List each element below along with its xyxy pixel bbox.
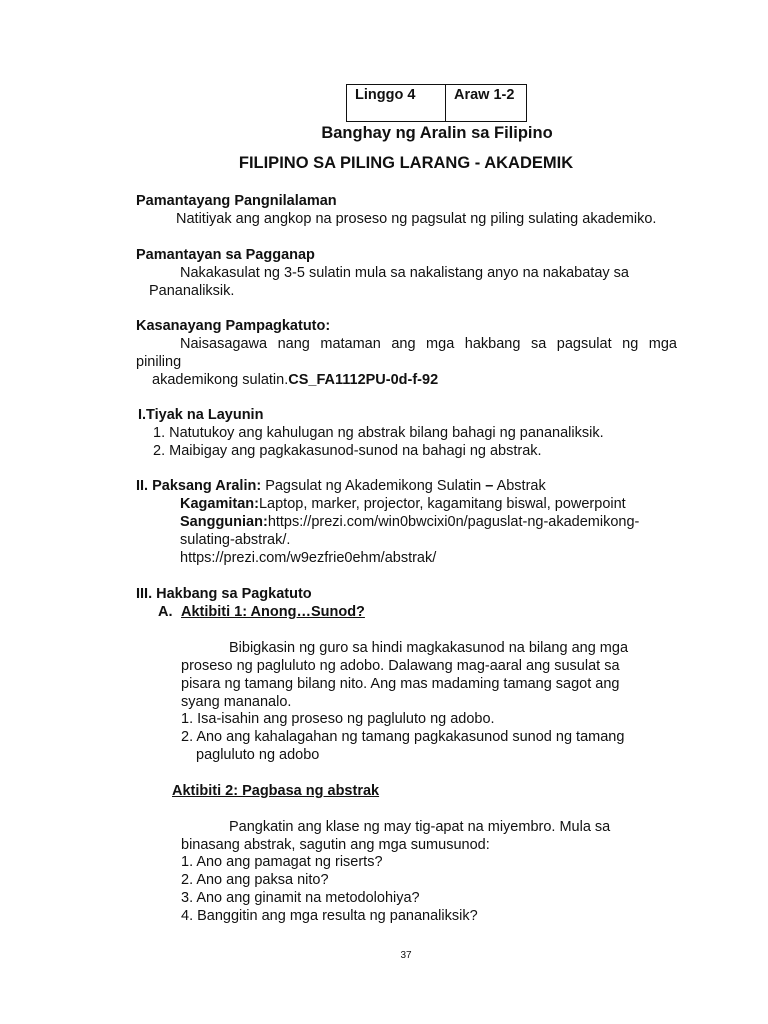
subject-matter-topic: Pagsulat ng Akademikong Sulatin bbox=[261, 478, 486, 494]
activity1-title: Aktibiti 1: Anong…Sunod? bbox=[181, 604, 365, 620]
main-title: Banghay ng Aralin sa Filipino bbox=[321, 124, 553, 142]
competency-line2: piniling bbox=[136, 354, 182, 370]
reference-url-1: https://prezi.com/win0bwcixi0n/paguslat-ng-akademikong- bbox=[267, 514, 640, 530]
activity1-line-3: pisara ng tamang bilang nito. Ang mas madaming tamang sagot ang bbox=[181, 676, 620, 692]
performance-standard-line1: Nakakasulat ng 3-5 sulatin mula sa nakalistang anyo na nakabatay sa bbox=[180, 265, 629, 281]
topic-dash: – bbox=[485, 478, 494, 494]
materials-text: Laptop, marker, projector, kagamitang biswal, powerpoint bbox=[258, 496, 626, 512]
page-number: 37 bbox=[400, 950, 412, 961]
activity2-title: Aktibiti 2: Pagbasa ng abstrak bbox=[172, 783, 380, 799]
activity1-line-2: proseso ng pagluluto ng adobo. Dalawang mag-aaral ang susulat sa bbox=[181, 658, 620, 674]
activity1-item-1: 1. Isa-isahin ang proseso ng pagluluto ng adobo. bbox=[181, 711, 495, 727]
competency-line1: Naisasagawa nang mataman ang mga hakbang sa pagsulat ng mga bbox=[180, 336, 677, 352]
week-cell: Linggo 4 bbox=[347, 85, 446, 122]
activity1-line-1: Bibigkasin ng guro sa hindi magkakasunod na bilang ang mga bbox=[229, 640, 629, 656]
activity1-item-2-cont: pagluluto ng adobo bbox=[196, 747, 320, 763]
competency-line3 bbox=[152, 372, 438, 388]
competency-heading: Kasanayang Pampagkatuto: bbox=[136, 318, 331, 334]
content-standard-text: Natitiyak ang angkop na proseso ng pagsulat ng piling sulating akademiko. bbox=[176, 211, 657, 227]
references-label: Sanggunian: bbox=[180, 514, 268, 530]
subject-matter-heading: II. Paksang Aralin: bbox=[136, 478, 262, 494]
activity2-line-1: Pangkatin ang klase ng may tig-apat na miyembro. Mula sa bbox=[229, 819, 611, 835]
activity1-letter: A. bbox=[158, 604, 173, 620]
week-day-table bbox=[346, 84, 527, 122]
subject-matter-topic-end: Abstrak bbox=[493, 478, 546, 494]
procedure-heading: III. Hakbang sa Pagkatuto bbox=[136, 586, 312, 602]
activity2-line-2: binasang abstrak, sagutin ang mga sumusunod: bbox=[181, 837, 490, 853]
sub-title: FILIPINO SA PILING LARANG - AKADEMIK bbox=[238, 154, 574, 172]
objectives-heading: I.Tiyak na Layunin bbox=[138, 407, 264, 423]
reference-url-2: https://prezi.com/w9ezfrie0ehm/abstrak/ bbox=[180, 550, 437, 566]
objective-item-1: 1. Natutukoy ang kahulugan ng abstrak bilang bahagi ng pananaliksik. bbox=[153, 425, 604, 441]
activity2-item-2: 2. Ano ang paksa nito? bbox=[181, 872, 329, 888]
activity1-line-4: syang mananalo. bbox=[181, 694, 292, 710]
materials-label: Kagamitan: bbox=[180, 496, 259, 512]
activity1-item-2: 2. Ano ang kahalagahan ng tamang pagkakasunod sunod ng tamang bbox=[181, 729, 625, 745]
performance-standard-heading: Pamantayan sa Pagganap bbox=[136, 247, 315, 263]
objective-item-2: 2. Maibigay ang pagkakasunod-sunod na bahagi ng abstrak. bbox=[153, 443, 542, 459]
competency-code: CS_FA1112PU-0d-f-92 bbox=[288, 372, 439, 388]
subject-matter-line bbox=[136, 478, 546, 494]
materials-line bbox=[180, 496, 626, 512]
content-standard-heading: Pamantayang Pangnilalaman bbox=[136, 193, 337, 209]
activity2-item-1: 1. Ano ang pamagat ng riserts? bbox=[181, 854, 383, 870]
reference-url-1-cont: sulating-abstrak/. bbox=[180, 532, 291, 548]
activity2-item-3: 3. Ano ang ginamit na metodolohiya? bbox=[181, 890, 420, 906]
performance-standard-line2: Pananaliksik. bbox=[149, 283, 235, 299]
day-cell: Araw 1-2 bbox=[446, 85, 527, 122]
references-line bbox=[180, 514, 639, 530]
activity2-item-4: 4. Banggitin ang mga resulta ng pananaliksik? bbox=[181, 908, 478, 924]
competency-text: akademikong sulatin. bbox=[152, 372, 289, 388]
